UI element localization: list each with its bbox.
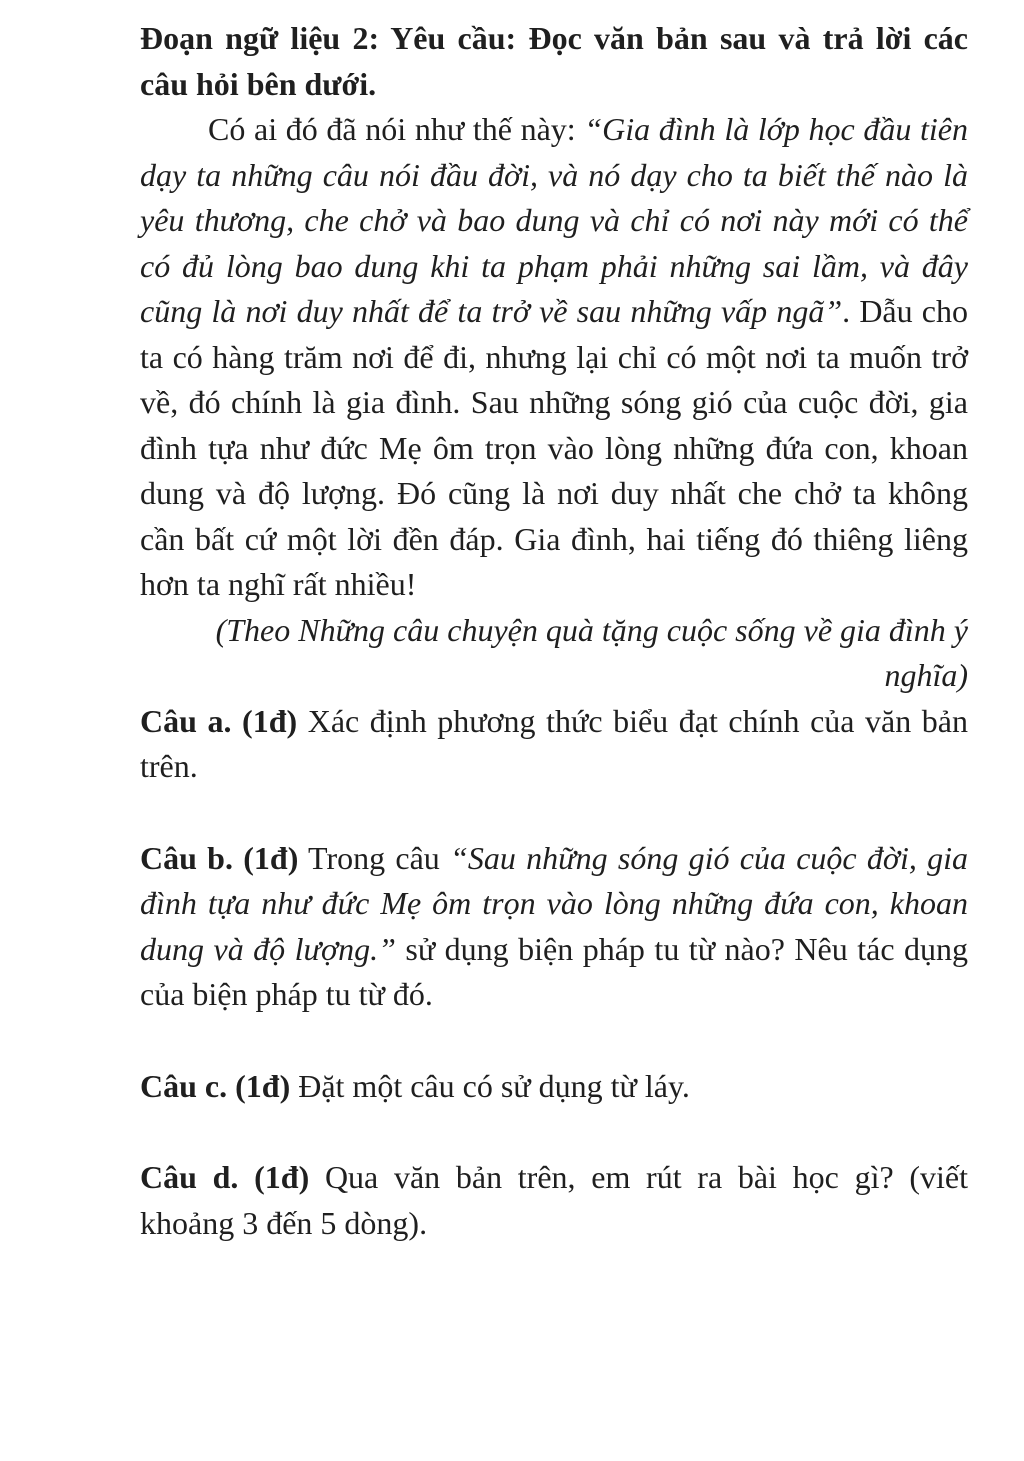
question-d-label: Câu d. (1đ) xyxy=(140,1159,310,1195)
passage-quote: “Gia đình là lớp học đầu tiên dạy ta những câu nói đầu đời, và nó dạy cho ta biết thế nào là yêu thương, che chở và bao dung và chỉ có nơi này mới có thể có đủ lòng bao dung khi ta phạm phải những sai lầm, và đây cũng là nơi duy nhất để ta trở về sau những vấp ngã” xyxy=(140,111,969,329)
section-heading: Đoạn ngữ liệu 2: Yêu cầu: Đọc văn bản sau và trả lời các câu hỏi bên dưới. xyxy=(140,20,968,102)
question-c-label: Câu c. (1đ) xyxy=(140,1067,291,1104)
question-c xyxy=(140,1064,968,1110)
question-b-quote: “Sau những sóng gió của cuộc đời, gia đình tựa như đức Mẹ ôm trọn vào lòng những đứa con, khoan dung và độ lượng.” xyxy=(140,839,969,967)
question-a-text: Xác định phương thức biểu đạt chính của văn bản trên. xyxy=(140,702,969,784)
question-a xyxy=(140,699,968,790)
question-b xyxy=(140,836,968,1018)
question-a-label: Câu a. (1đ) xyxy=(140,702,298,739)
source-citation: (Theo Những câu chuyện quà tặng cuộc sống về gia đình ý nghĩa) xyxy=(215,611,968,693)
passage-intro: Có ai đó đã nói như thế này: xyxy=(208,111,585,147)
question-d xyxy=(140,1155,968,1246)
question-b-after: sử dụng biện pháp tu từ nào? Nêu tác dụng của biện pháp tu từ đó. xyxy=(140,930,969,1012)
passage-rest: . Dẫu cho ta có hàng trăm nơi để đi, nhưng lại chỉ có một nơi ta muốn trở về, đó chính là gia đình. Sau những sóng gió của cuộc đời, gia đình tựa như đức Mẹ ôm trọn vào lòng những đứa con, khoan dung và độ lượng. Đó cũng là nơi duy nhất che chở ta không cần bất cứ một lời đền đáp. Gia đình, hai tiếng đó thiêng liêng hơn ta nghĩ rất nhiều! xyxy=(140,293,969,602)
question-d-text: Qua văn bản trên, em rút ra bài học gì? (viết khoảng 3 đến 5 dòng). xyxy=(140,1159,969,1241)
question-b-label: Câu b. (1đ) xyxy=(140,839,299,876)
question-c-text: Đặt một câu có sử dụng từ láy. xyxy=(290,1067,690,1104)
reading-passage xyxy=(140,107,968,608)
question-b-before: Trong câu xyxy=(298,839,451,876)
